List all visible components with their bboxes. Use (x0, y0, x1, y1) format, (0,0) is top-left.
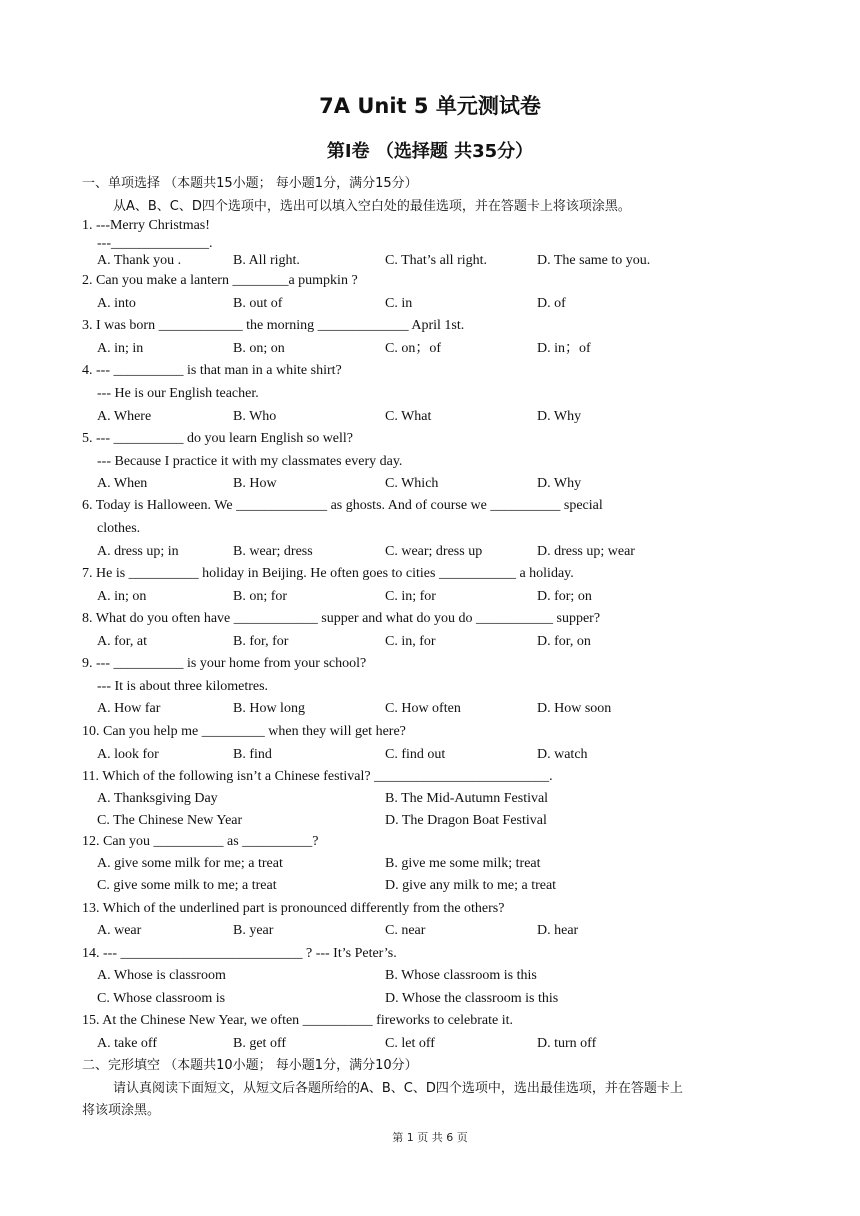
question-14-option-c: C. Whose classroom is (97, 991, 226, 1006)
question-14-option-a: A. Whose is classroom (97, 968, 226, 983)
question-5-option-a: A. When (97, 476, 148, 491)
question-4-option-b: B. Who (233, 409, 277, 424)
section2-instruction-line2: 将该项涂黑。 (82, 1103, 161, 1118)
question-14-stem: 14. --- __________________________ ? --- It’s Peter’s. (82, 946, 397, 961)
question-5-option-d: D. Why (537, 476, 582, 491)
question-11-option-c: C. The Chinese New Year (97, 813, 243, 828)
question-1-option-b: B. All right. (233, 253, 300, 268)
question-5-option-c: C. Which (385, 476, 439, 491)
question-4-stem: 4. --- __________ is that man in a white shirt? (82, 363, 342, 378)
question-7-option-b: B. on; for (233, 589, 288, 604)
question-4-option-c: C. What (385, 409, 432, 424)
question-12-option-a: A. give some milk for me; a treat (97, 856, 283, 871)
question-8-option-b: B. for, for (233, 634, 289, 649)
question-3-option-b: B. on; on (233, 341, 285, 356)
question-4-dialogue: --- He is our English teacher. (97, 386, 259, 401)
question-11-option-a: A. Thanksgiving Day (97, 791, 218, 806)
section1-heading: 一、单项选择 （本题共15小题； 每小题1分，满分15分） (82, 176, 418, 191)
question-9-option-c: C. How often (385, 701, 461, 716)
question-5-dialogue: --- Because I practice it with my classmates every day. (97, 454, 403, 469)
question-12-option-d: D. give any milk to me; a treat (385, 878, 557, 893)
question-2-option-c: C. in (385, 296, 413, 311)
question-1-stem: 1. ---Merry Christmas! (82, 218, 210, 233)
question-7-option-a: A. in; on (97, 589, 147, 604)
question-10-option-a: A. look for (97, 747, 159, 762)
question-9-stem: 9. --- __________ is your home from your school? (82, 656, 367, 671)
question-9-option-b: B. How long (233, 701, 305, 716)
question-12-option-c: C. give some milk to me; a treat (97, 878, 277, 893)
question-9-option-d: D. How soon (537, 701, 612, 716)
question-4-option-d: D. Why (537, 409, 582, 424)
question-9-dialogue: --- It is about three kilometres. (97, 679, 269, 694)
question-15-option-d: D. turn off (537, 1036, 597, 1051)
question-5-stem: 5. --- __________ do you learn English so well? (82, 431, 354, 446)
question-10-stem: 10. Can you help me _________ when they will get here? (82, 724, 406, 739)
question-4-option-a: A. Where (97, 409, 152, 424)
question-8-option-a: A. for, at (97, 634, 147, 649)
question-6-option-d: D. dress up; wear (537, 544, 635, 559)
question-8-option-d: D. for, on (537, 634, 591, 649)
question-11-stem: 11. Which of the following isn’t a Chinese festival? _________________________. (82, 769, 553, 784)
question-7-option-c: C. in; for (385, 589, 436, 604)
question-2-option-b: B. out of (233, 296, 283, 311)
question-13-option-d: D. hear (537, 923, 579, 938)
question-14-option-d: D. Whose the classroom is this (385, 991, 559, 1006)
question-3-option-c: C. on；of (385, 341, 441, 356)
page-footer: 第 1 页 共 6 页 (392, 1131, 468, 1144)
page-title: 7A Unit 5 单元测试卷 (319, 94, 541, 118)
question-14-option-b: B. Whose classroom is this (385, 968, 537, 983)
question-10-option-c: C. find out (385, 747, 446, 762)
question-13-option-a: A. wear (97, 923, 142, 938)
question-9-option-a: A. How far (97, 701, 161, 716)
question-6-option-a: A. dress up; in (97, 544, 179, 559)
section2-heading: 二、完形填空 （本题共10小题； 每小题1分，满分10分） (82, 1058, 418, 1073)
question-15-option-c: C. let off (385, 1036, 435, 1051)
question-10-option-d: D. watch (537, 747, 588, 762)
question-15-option-a: A. take off (97, 1036, 157, 1051)
question-8-stem: 8. What do you often have ____________ supper and what do you do ___________ supper? (82, 611, 601, 626)
question-1-option-d: D. The same to you. (537, 253, 651, 268)
question-2-option-a: A. into (97, 296, 136, 311)
question-10-option-b: B. find (233, 747, 272, 762)
question-3-option-d: D. in；of (537, 341, 591, 356)
question-12-option-b: B. give me some milk; treat (385, 856, 541, 871)
question-8-option-c: C. in, for (385, 634, 436, 649)
question-13-option-b: B. year (233, 923, 274, 938)
question-6-continuation: clothes. (97, 521, 141, 536)
question-6-option-c: C. wear; dress up (385, 544, 483, 559)
question-15-option-b: B. get off (233, 1036, 287, 1051)
question-11-option-d: D. The Dragon Boat Festival (385, 813, 547, 828)
question-1-option-a: A. Thank you . (97, 253, 182, 268)
question-11-option-b: B. The Mid-Autumn Festival (385, 791, 549, 806)
question-7-option-d: D. for; on (537, 589, 592, 604)
question-3-stem: 3. I was born ____________ the morning _____________ April 1st. (82, 318, 465, 333)
question-13-option-c: C. near (385, 923, 426, 938)
question-12-stem: 12. Can you __________ as __________? (82, 834, 319, 849)
question-2-option-d: D. of (537, 296, 566, 311)
question-13-stem: 13. Which of the underlined part is pronounced differently from the others? (82, 901, 505, 916)
page-subtitle: 第Ⅰ卷 （选择题 共35分） (326, 141, 534, 162)
question-2-stem: 2. Can you make a lantern ________a pumpkin ? (82, 273, 358, 288)
question-7-stem: 7. He is __________ holiday in Beijing. He often goes to cities ___________ a holiday. (82, 566, 574, 581)
question-5-option-b: B. How (233, 476, 277, 491)
question-1-answer-line: ---______________. (97, 236, 213, 251)
question-6-stem: 6. Today is Halloween. We _____________ as ghosts. And of course we __________ special (82, 498, 603, 513)
question-1-option-c: C. That’s all right. (385, 253, 488, 268)
section1-instruction: 从A、B、C、D四个选项中，选出可以填入空白处的最佳选项，并在答题卡上将该项涂黑。 (113, 199, 631, 214)
section2-instruction-line1: 请认真阅读下面短文，从短文后各题所给的A、B、C、D四个选项中，选出最佳选项，并在答题卡上 (113, 1081, 683, 1096)
question-6-option-b: B. wear; dress (233, 544, 313, 559)
question-15-stem: 15. At the Chinese New Year, we often __________ fireworks to celebrate it. (82, 1013, 514, 1028)
question-3-option-a: A. in; in (97, 341, 144, 356)
